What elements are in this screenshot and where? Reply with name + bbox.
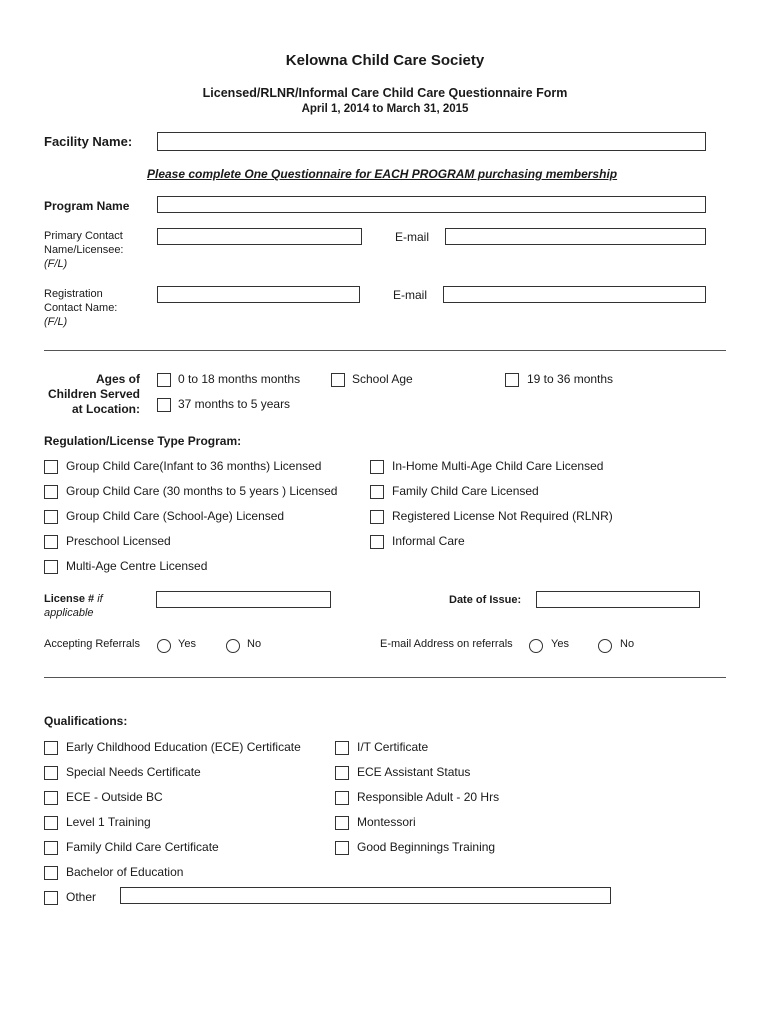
reg-option-label: Family Child Care Licensed <box>392 484 539 498</box>
qual-checkbox[interactable] <box>44 791 58 805</box>
date-range: April 1, 2014 to March 31, 2015 <box>301 103 469 115</box>
age-checkbox-school[interactable] <box>331 373 345 387</box>
qual-option-label: Family Child Care Certificate <box>66 840 219 854</box>
reg-option-label: Group Child Care (30 months to 5 years ) Licensed <box>66 484 338 498</box>
qual-option-label: Responsible Adult - 20 Hrs <box>357 790 500 804</box>
reg-option-label: Group Child Care (School-Age) Licensed <box>66 509 285 523</box>
reg-checkbox[interactable] <box>370 485 384 499</box>
reg-option-label: In-Home Multi-Age Child Care Licensed <box>392 459 604 473</box>
license-label-main: License # <box>44 593 95 605</box>
reg-checkbox[interactable] <box>44 485 58 499</box>
reg-option-label: Preschool Licensed <box>66 534 171 548</box>
primary-contact-label-2: Name/Licensee: <box>44 244 124 256</box>
referrals-yes-radio[interactable] <box>157 639 171 653</box>
email-referrals-no-label: No <box>620 638 635 650</box>
registration-contact-field[interactable] <box>157 286 360 303</box>
qual-option-label: Level 1 Training <box>66 815 151 829</box>
reg-checkbox[interactable] <box>44 560 58 574</box>
program-name-field[interactable] <box>157 196 706 213</box>
qual-checkbox[interactable] <box>335 766 349 780</box>
primary-email-field[interactable] <box>445 228 706 245</box>
primary-contact-label: Primary Contact <box>44 230 123 242</box>
reg-checkbox[interactable] <box>370 510 384 524</box>
qual-checkbox[interactable] <box>335 816 349 830</box>
date-of-issue-label: Date of Issue: <box>449 594 522 606</box>
reg-checkbox[interactable] <box>370 535 384 549</box>
age-checkbox-0-18[interactable] <box>157 373 171 387</box>
qual-option-label: I/T Certificate <box>357 740 429 754</box>
reg-option-label: Registered License Not Required (RLNR) <box>392 509 613 523</box>
primary-contact-field[interactable] <box>157 228 362 245</box>
qual-option-label: Special Needs Certificate <box>66 765 201 779</box>
reg-option-label: Group Child Care(Infant to 36 months) Licensed <box>66 459 322 473</box>
regulation-heading: Regulation/License Type Program: <box>44 434 242 448</box>
qual-checkbox[interactable] <box>44 741 58 755</box>
date-of-issue-field[interactable] <box>536 591 700 608</box>
registration-contact-label-3: (F/L) <box>44 316 68 328</box>
section-divider <box>44 677 726 678</box>
form-subtitle: Licensed/RLNR/Informal Care Child Care Questionnaire Form <box>202 86 568 100</box>
registration-email-field[interactable] <box>443 286 706 303</box>
qual-checkbox[interactable] <box>44 766 58 780</box>
age-checkbox-19-36[interactable] <box>505 373 519 387</box>
email-referrals-no-radio[interactable] <box>598 639 612 653</box>
other-qualification-field[interactable] <box>120 887 611 904</box>
qual-checkbox[interactable] <box>335 791 349 805</box>
license-number-field[interactable] <box>156 591 331 608</box>
referrals-no-label: No <box>247 638 262 650</box>
email-referrals-yes-label: Yes <box>551 638 569 650</box>
qual-option-label: Other <box>66 890 97 904</box>
license-label <box>44 593 103 605</box>
email-referrals-yes-radio[interactable] <box>529 639 543 653</box>
qualifications-heading: Qualifications: <box>44 714 128 728</box>
primary-contact-label-3: (F/L) <box>44 258 68 270</box>
age-option-label: 19 to 36 months <box>527 372 614 386</box>
program-name-label: Program Name <box>44 199 130 213</box>
registration-contact-label: Registration <box>44 288 103 300</box>
reg-checkbox[interactable] <box>370 460 384 474</box>
qual-option-label: Good Beginnings Training <box>357 840 496 854</box>
qual-checkbox[interactable] <box>44 816 58 830</box>
registration-contact-label-2: Contact Name: <box>44 302 118 314</box>
age-checkbox-37-5y[interactable] <box>157 398 171 412</box>
qual-checkbox[interactable] <box>335 841 349 855</box>
reg-checkbox[interactable] <box>44 510 58 524</box>
reg-option-label: Multi-Age Centre Licensed <box>66 559 208 573</box>
section-divider <box>44 350 726 351</box>
license-label-if: if <box>94 593 103 605</box>
qual-option-label: Montessori <box>357 815 416 829</box>
qual-checkbox[interactable] <box>44 866 58 880</box>
qual-checkbox[interactable] <box>335 741 349 755</box>
facility-name-label: Facility Name: <box>44 134 133 149</box>
reg-checkbox[interactable] <box>44 460 58 474</box>
referrals-no-radio[interactable] <box>226 639 240 653</box>
qual-option-label: ECE Assistant Status <box>357 765 471 779</box>
license-label-applicable: applicable <box>44 607 94 619</box>
facility-name-field[interactable] <box>157 132 706 151</box>
qual-checkbox[interactable] <box>44 841 58 855</box>
ages-label: Ages of <box>95 372 140 386</box>
referrals-yes-label: Yes <box>178 638 196 650</box>
primary-email-label: E-mail <box>395 230 430 244</box>
reg-option-label: Informal Care <box>392 534 465 548</box>
qual-option-label: ECE - Outside BC <box>66 790 163 804</box>
age-option-label: 37 months to 5 years <box>178 397 291 411</box>
qual-option-label: Early Childhood Education (ECE) Certificate <box>66 740 301 754</box>
form-title: Kelowna Child Care Society <box>285 52 485 69</box>
qual-checkbox-other[interactable] <box>44 891 58 905</box>
ages-label-2: Children Served <box>47 387 140 401</box>
qual-option-label: Bachelor of Education <box>66 865 184 879</box>
email-referrals-label: E-mail Address on referrals <box>380 638 513 650</box>
age-option-label: 0 to 18 months months <box>178 372 301 386</box>
registration-email-label: E-mail <box>393 288 428 302</box>
accepting-referrals-label: Accepting Referrals <box>44 638 140 650</box>
notice-text: Please complete One Questionnaire for EACH PROGRAM purchasing membership <box>147 167 618 181</box>
age-option-label: School Age <box>352 372 413 386</box>
reg-checkbox[interactable] <box>44 535 58 549</box>
ages-label-3: at Location: <box>72 402 140 416</box>
